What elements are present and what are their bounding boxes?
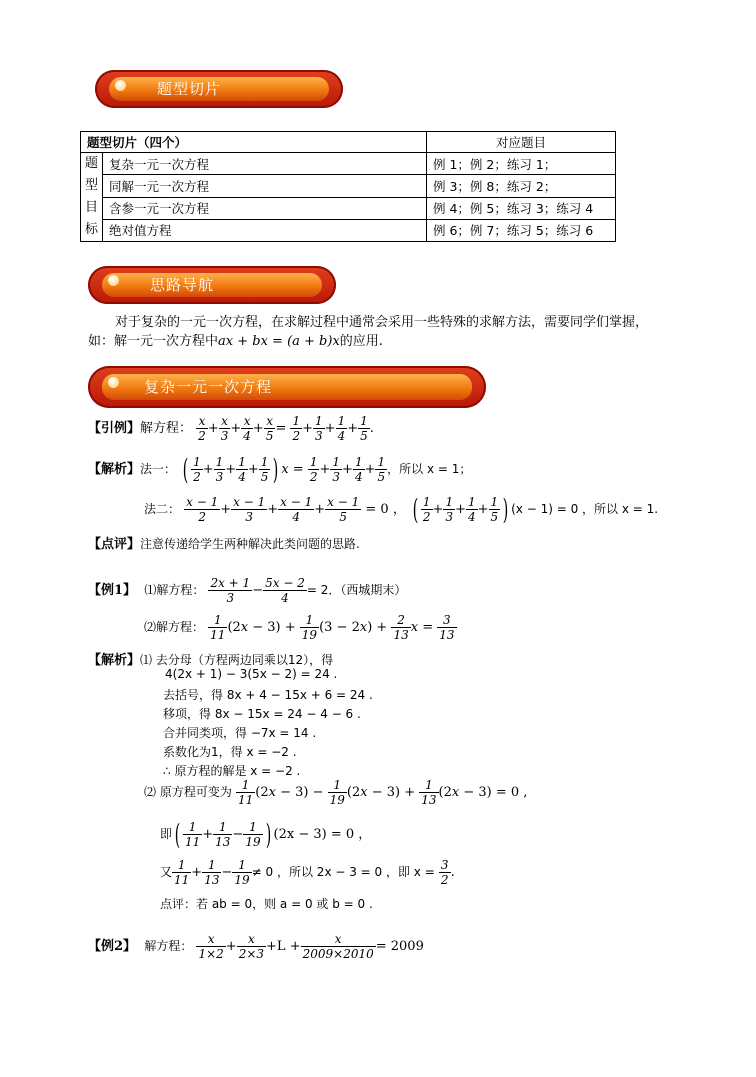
section-title: 复杂一元一次方程 xyxy=(144,378,273,396)
ex1-step: 去括号，得 8x + 4 − 15x + 6 = 24 . xyxy=(163,688,373,702)
nav-paragraph-line1: 对于复杂的一元一次方程，在求解过程中通常会采用一些特殊的求解方法，需要同学们掌握， xyxy=(115,315,649,330)
table-header-left: 题型切片（四个） xyxy=(81,132,427,153)
intro-comment: 【点评】注意传递给学生两种解决此类问题的思路. xyxy=(88,537,360,552)
bullet-dot-icon xyxy=(115,80,126,91)
intro-method-two: 法二： $\frac{x - 1}{2}$ + $\frac{x - 1}{3}$ + $\frac{x - 1}{4}$ + $\frac{x - 1}{5}$ = 0 ， ( $\frac{1}{2}$ + $\frac{1}{3}$ + $\frac{1}{4}$ + $\frac{1}{5}$ ) (x − 1) = 0 ，所以 x = 1. xyxy=(144,493,659,526)
ex1-analysis-line1: 【解析】⑴ 去分母（方程两边同乘以12），得 xyxy=(88,653,334,668)
ex1-note: 点评：若 ab = 0，则 a = 0 或 b = 0 . xyxy=(160,897,373,911)
bullet-dot-icon xyxy=(108,377,119,388)
table-row-name: 含参一元一次方程 xyxy=(103,197,427,219)
table-side-label: 题 型 目 标 xyxy=(81,153,103,242)
nav-paragraph-line2: 如：解一元一次方程中ax + bx = (a + b)x的应用. xyxy=(88,334,383,349)
table-row-name: 复杂一元一次方程 xyxy=(103,153,427,175)
ex1-step: 合并同类项，得 −7x = 14 . xyxy=(163,726,317,740)
ex1-step: 系数化为1，得 x = −2 . xyxy=(163,745,297,759)
ex1-step: ∴ 原方程的解是 x = −2 . xyxy=(163,764,301,778)
question-type-table xyxy=(80,131,616,242)
table-row-name: 同解一元一次方程 xyxy=(103,175,427,197)
ex1-part2-transform: ⑵ 原方程可变为 $\frac{1}{11}$ (2x − 3) − $\frac{1}{19}$ (2x − 3) + $\frac{1}{13}$ (2x − 3) = 0 , xyxy=(144,778,528,807)
intro-method-one: 【解析】法一： ( $\frac{1}{2}$ + $\frac{1}{3}$ + $\frac{1}{4}$ + $\frac{1}{5}$ ) x = $\frac{1}{2}$ + $\frac{1}{3}$ + $\frac{1}{4}$ + $\frac{1}{5}$ ，所以 x = 1； xyxy=(88,453,472,486)
ex1-part1: 【例1】 ⑴解方程： $\frac{2x + 1}{3}$ − $\frac{5x - 2}{4}$ = 2．（西城期末） xyxy=(88,576,407,605)
ex1-part2: ⑵解方程： $\frac{1}{11}$ (2x − 3) + $\frac{1}{19}$ (3 − 2x) + $\frac{2}{13}$ x = $\frac{3}{13}$ xyxy=(144,613,455,642)
table-row-ref: 例 6；例 7；练习 5；练习 6 xyxy=(427,219,616,241)
bullet-dot-icon xyxy=(108,275,119,286)
table-row-name: 绝对值方程 xyxy=(103,219,427,241)
section-header-thinking-guide xyxy=(88,266,336,304)
ex1-step: 4(2x + 1) − 3(5x − 2) = 24 . xyxy=(165,667,338,681)
section-title: 思路导航 xyxy=(150,276,215,294)
section-title: 题型切片 xyxy=(157,80,222,98)
ex2-problem: 【例2】 解方程： $\frac{x}{1\times 2}$ + $\frac{x}{2\times 3}$ +L + $\frac{x}{2009\times 2010}$ = 2009 xyxy=(88,932,424,961)
table-header-right: 对应题目 xyxy=(427,132,616,153)
table-row-ref: 例 1；例 2；练习 1； xyxy=(427,153,616,175)
ex1-conclusion: 又 $\frac{1}{11}$ + $\frac{1}{13}$ − $\frac{1}{19}$ ≠ 0 ，所以 2x − 3 = 0 ，即 x = $\frac{3}{2}$ . xyxy=(160,858,455,887)
table-row-ref: 例 4；例 5；练习 3；练习 4 xyxy=(427,197,616,219)
ex1-step: 移项，得 8x − 15x = 24 − 4 − 6 . xyxy=(163,707,361,721)
ex1-factor: 即( $\frac{1}{11}$ + $\frac{1}{13}$ − $\frac{1}{19}$ ) (2x − 3) = 0 ， xyxy=(160,818,372,851)
section-header-complex-equation xyxy=(88,366,486,408)
table-row-ref: 例 3；例 8；练习 2； xyxy=(427,175,616,197)
section-header-question-types xyxy=(95,70,343,108)
intro-problem: 【引例】解方程： $\frac{x}{2}$ + $\frac{x}{3}$ + $\frac{x}{4}$ + $\frac{x}{5}$ = $\frac{1}{2}$ + $\frac{1}{3}$ + $\frac{1}{4}$ + $\frac{1}{5}$ . xyxy=(88,414,374,443)
